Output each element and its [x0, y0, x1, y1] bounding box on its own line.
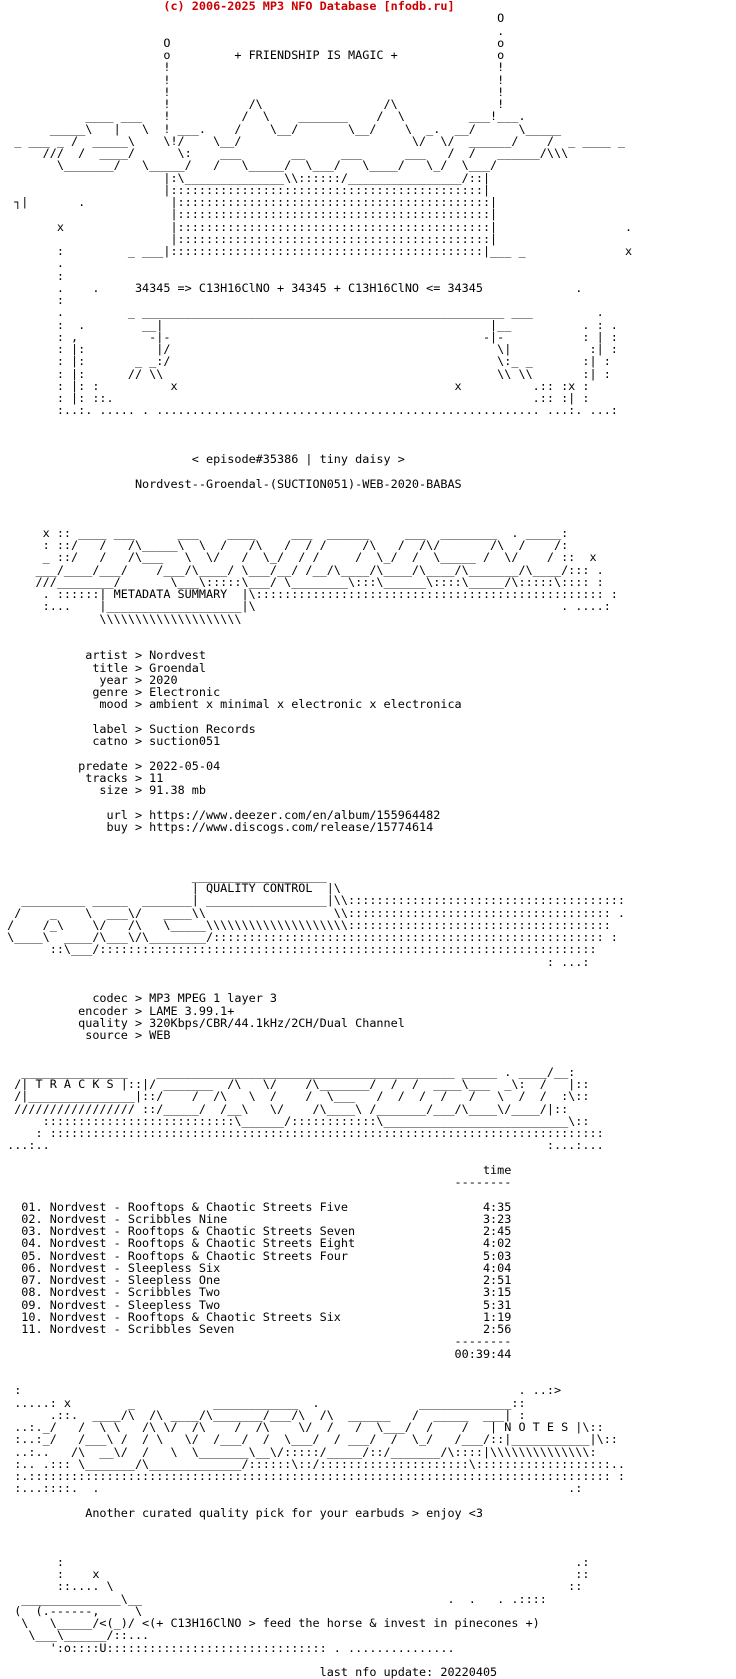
nfodb-header[interactable]: (c) 2006-2025 MP3 NFO Database [nfodb.ru] — [0, 0, 455, 13]
track-row: 05. Nordvest - Rooftops & Chaotic Streets Four 5:03 — [0, 1248, 512, 1263]
field-value: Groendal — [149, 660, 206, 675]
ascii-art-line: . _ ___________________________________________________ ___ . — [0, 305, 604, 320]
ascii-art-line: /|_______________|::/ / /\ \ / / \___ / / / / / \ / / :\:: — [0, 1089, 590, 1104]
metadata-row: size > 91.38 mb — [0, 783, 206, 797]
ascii-art-line: .::. ____/\ /\ ____/\_______/___/\ /\ ______ / _____ ___| : — [0, 1407, 526, 1422]
field-value: Suction Records — [149, 721, 256, 736]
ascii-art-line: |::::::::::::::::::::::::::::::::::::::::::::| — [0, 182, 491, 197]
ascii-art-line: :... |___________________|\ . ....: — [0, 599, 611, 614]
field-value: Electronic — [149, 685, 221, 699]
quality-row: quality > 320Kbps/CBR/44.1kHz/2CH/Dual Channel — [0, 1015, 405, 1030]
field-label: mood — [0, 697, 128, 712]
track-row: 02. Nordvest - Scribbles Nine 3:23 — [0, 1211, 512, 1226]
ascii-art-line: _ ::/ / /\___ \ \/ / \_/ / / / \_/ / \_____ / \/ / :: x — [0, 550, 597, 565]
metadata-row: tracks > 11 — [0, 770, 164, 785]
field-label: predate — [0, 758, 128, 773]
ascii-art-line: | QUALITY CONTROL |\ — [0, 881, 341, 895]
metadata-row: mood > ambient x minimal x electronic x electronica — [0, 697, 462, 712]
ascii-art-line: :::::::::::::::::::::::::::\______/::::::::::::\__________________________\:: — [0, 1113, 597, 1128]
quality-row: encoder > LAME 3.99.1+ — [0, 1003, 235, 1018]
field-label: label — [0, 721, 128, 736]
ascii-art-line: ___________________ — [0, 868, 327, 883]
ascii-art-line: : |: _ _:/ \:_ _ :| : — [0, 354, 611, 369]
ascii-art-line: : ::/ / /\_____\ \ / /\ / / / /\ / /\/ /\ / /: — [0, 538, 569, 552]
field-value: 2020 — [149, 672, 178, 687]
metadata-list — [0, 649, 736, 833]
track-row: 01. Nordvest - Rooftops & Chaotic Streets Five 4:35 — [0, 1199, 512, 1214]
footer-art — [0, 1556, 736, 1654]
ascii-art-line: : |: |/ \| :| : — [0, 342, 618, 356]
field-label: size — [0, 783, 128, 797]
ascii-art-line: ':o::::U::::::::::::::::::::::::::::::: . ............... — [0, 1640, 455, 1655]
track-row: 09. Nordvest - Sleepless Two 5:31 — [0, 1297, 512, 1312]
time-rule: -------- — [0, 1175, 512, 1189]
ascii-art-line: ! /\ /\ ! — [0, 97, 505, 111]
ascii-art-line: O o — [0, 35, 505, 50]
field-label: tracks — [0, 770, 128, 785]
track-row: 03. Nordvest - Rooftops & Chaotic Streets Seven 2:45 — [0, 1224, 512, 1238]
ascii-art-line: ! ! — [0, 84, 505, 99]
ascii-art-line: |::::::::::::::::::::::::::::::::::::::::::::| — [0, 231, 498, 246]
tracklist — [0, 1164, 736, 1360]
ascii-art-line: \\\\\\\\\\\\\\\\\\\\ — [0, 611, 242, 626]
episode-line: < episode#35386 | tiny daisy > — [0, 452, 405, 467]
quality-row: source > WEB — [0, 1028, 171, 1042]
track-row: 04. Nordvest - Rooftops & Chaotic Streets Eight 4:02 — [0, 1236, 512, 1251]
metadata-row: catno > suction051 — [0, 734, 221, 748]
release-name: Nordvest--Groendal-(SUCTION051)-WEB-2020-BABAS — [0, 476, 462, 491]
ascii-art-line: ! ! — [0, 60, 505, 75]
ascii-art-line: \ \_____/<(_)/ <(+ C13H16ClNO > feed the horse & invest in pinecones +) — [0, 1616, 540, 1630]
field-link[interactable]: https://www.discogs.com/release/15774614 — [149, 819, 434, 834]
ascii-art-line: |:\______________\\::::::/________________/::| — [0, 170, 491, 185]
quality-list — [0, 992, 736, 1041]
field-value: WEB — [149, 1028, 171, 1042]
ascii-art-line: |::::::::::::::::::::::::::::::::::::::::::::| — [0, 207, 498, 222]
ascii-art-line: ____ ___ ! / \ _______ / \ ___!___. — [0, 109, 526, 124]
metadata-row: predate > 2022-05-04 — [0, 758, 221, 773]
ascii-art-line: O — [0, 11, 505, 26]
ascii-art-line: _______________ __________________________________________ _____ . ____/__: — [0, 1064, 576, 1079]
ascii-art-line: \___\______/::... — [0, 1628, 150, 1643]
ascii-art-line: : .: — [0, 1554, 590, 1569]
friendship-banner-art — [0, 12, 736, 416]
ascii-art-line: x :: ____ ___ ___ ____ ___ ______ ___ ________ . _____: — [0, 525, 569, 540]
field-label: year — [0, 672, 128, 687]
ascii-art-line: : . __| |__ . : . — [0, 317, 618, 332]
field-label: title — [0, 660, 128, 675]
ascii-art-line: : |: : x x .:: :x : — [0, 378, 590, 393]
last-update: last nfo update: 20220405 — [0, 1665, 498, 1679]
ascii-art-line: ...:.. :...:... — [0, 1138, 604, 1153]
field-value: ambient x minimal x electronic x electronica — [149, 697, 462, 712]
ascii-art-line: /// / ____/ \: ___ __ ___ ___ / / ______/\\\ — [0, 146, 569, 160]
metadata-row: year > 2020 — [0, 672, 178, 687]
time-header: time — [0, 1162, 512, 1177]
metadata-row: label > Suction Records — [0, 721, 256, 736]
ascii-art-line: ! ! — [0, 72, 505, 87]
total-rule: -------- — [0, 1334, 512, 1349]
ascii-art-line: _____\ | \ ! ___. / \__/ \__/ \ _. __/ \_____ — [0, 121, 562, 136]
ascii-art-line: :.. .::: \_______/\_____________/::::::\::/:::::::::::::::::::::\:::::::::::::::::::.. — [0, 1456, 626, 1471]
track-row: 10. Nordvest - Rooftops & Chaotic Streets Six 1:19 — [0, 1309, 512, 1324]
tracks-banner-art — [0, 1066, 736, 1152]
field-value: LAME 3.99.1+ — [149, 1003, 235, 1018]
ascii-art-line: _________ _____ _______| _________________|\\::::::::::::::::::::::::::::::::::::::: — [0, 893, 626, 908]
field-label: codec — [0, 991, 128, 1006]
ascii-art-line: . — [0, 23, 505, 38]
ascii-art-line: : _ ___|::::::::::::::::::::::::::::::::::::::::::::|___ _ x — [0, 244, 633, 258]
ascii-art-line: / _ \ ___\/ ____\\ \\::::::::::::::::::::::::::::::::::::: . — [0, 905, 626, 920]
ascii-art-line: ______________\__ . . . .:::: — [0, 1591, 547, 1606]
ascii-art-line: . ::::::| METADATA SUMMARY |\::::::::::::::::::::::::::::::::::::::::::::::::: : — [0, 587, 618, 601]
ascii-art-line: :.:::::::::::::::::::::::::::::::::::::::::::::::::::::::::::::::::::::::::::::::::: : — [0, 1469, 626, 1483]
field-label: encoder — [0, 1003, 128, 1018]
ascii-art-line: ..:.. /\ __\/ / \ \_______\__\/:::::/_____/::/_______/\::::|\\\\\\\\\\\\\\: — [0, 1444, 597, 1459]
total-time: 00:39:44 — [0, 1346, 512, 1361]
field-label: catno — [0, 734, 128, 748]
field-value: suction051 — [149, 734, 221, 748]
quality-row: codec > MP3 MPEG 1 layer 3 — [0, 991, 277, 1006]
field-value: 2022-05-04 — [149, 758, 221, 773]
ascii-art-line: \_______/ \_____/ / \_____/ \___/ \____/ \_/ \___/ — [0, 158, 498, 173]
quality-banner-art — [0, 870, 736, 968]
ascii-art-line: ::.... \ :: — [0, 1579, 583, 1594]
ascii-art-line: : |: ::. .:: :| : — [0, 391, 590, 405]
metadata-row: buy > https://www.discogs.com/release/15774614 — [0, 819, 434, 834]
metadata-row: genre > Electronic — [0, 685, 221, 699]
ascii-art-line: ///________/ \___\:::::\___/ \________\:::\______\::::\_____/\:::::\:::: : — [0, 574, 604, 589]
ascii-art-line: o + FRIENDSHIP IS MAGIC + o — [0, 48, 505, 62]
ascii-art-line: ::\___/:::::::::::::::::::::::::::::::::::::::::::::::::::::::::::::::::::::: — [0, 942, 597, 957]
field-label: quality — [0, 1015, 128, 1030]
field-value: 91.38 mb — [149, 783, 206, 797]
track-row: 11. Nordvest - Scribbles Seven 2:56 — [0, 1322, 512, 1336]
ascii-art-line: : |: // \\ \\ \\ :| : — [0, 366, 611, 381]
ascii-art-line: : — [0, 293, 64, 307]
ascii-art-line: x |::::::::::::::::::::::::::::::::::::::::::::| . — [0, 219, 633, 234]
ascii-art-line: _ ___ _ / _____\ \!/ \__/ \/ \/ ______/ / _ ____ _ — [0, 133, 626, 148]
ascii-art-line: ┐| . |::::::::::::::::::::::::::::::::::::::::::::| — [0, 195, 498, 209]
notes-banner-art — [0, 1384, 736, 1494]
field-label: source — [0, 1028, 128, 1042]
ascii-art-line: . — [0, 256, 64, 271]
track-row: 08. Nordvest - Scribbles Two 3:15 — [0, 1285, 512, 1300]
metadata-row: artist > Nordvest — [0, 648, 206, 663]
ascii-art-line: \____\ ____/\___\/\________/::::::::::::::::::::::::::::::::::::::::::::::::::::::: : — [0, 930, 618, 944]
track-row: 06. Nordvest - Sleepless Six 4:04 — [0, 1260, 512, 1275]
ascii-art-line: : ...: — [0, 954, 590, 969]
track-row: 07. Nordvest - Sleepless One 2:51 — [0, 1273, 512, 1287]
ascii-art-line: : — [0, 268, 64, 283]
ascii-art-line: :...::::. . .: — [0, 1481, 583, 1496]
ascii-art-line: /| T R A C K S |::|/ _______ /\ \/ /\_______/ / / ____\___ _\: / |:: — [0, 1077, 590, 1091]
notes-text: Another curated quality pick for your earbuds > enjoy <3 — [0, 1505, 483, 1520]
ascii-art-line: ___/____/___/ /___/\____/ \___/__/ /__/\____/\____/\____/\_______/\____/::: . — [0, 562, 604, 577]
field-label: buy — [0, 819, 128, 834]
field-value: 11 — [149, 770, 164, 785]
ascii-art-line: ..:._/ / \ \ /\ \/ /\ / /\ \/ / / \___/ / / | N O T E S |\:: — [0, 1420, 604, 1434]
field-label: artist — [0, 648, 128, 663]
field-label: genre — [0, 685, 128, 699]
ascii-art-line: ///////////////// ::/_____/ /__\ \/ /\____\ /_______/___/\____\/____/|:: — [0, 1101, 569, 1116]
ascii-art-line: : . ..:> — [0, 1383, 562, 1398]
field-link[interactable]: https://www.deezer.com/en/album/155964482 — [149, 807, 441, 822]
ascii-art-line: / /_\ \/ /\ \_____\\\\\\\\\\\\\\\\\\\\::::::::::::::::::::::::::::::::::::: — [0, 917, 611, 932]
field-label: url — [0, 807, 128, 822]
ascii-art-line: :..:. ..... . ...................................................... ...:. ...: — [0, 403, 618, 418]
ascii-art-line: ( (.------, \ — [0, 1603, 143, 1618]
ascii-art-line: .....: x _ ____________ . _____________:: — [0, 1395, 526, 1410]
ascii-art-line: : , -|- -|- : | : — [0, 329, 618, 344]
metadata-row: title > Groendal — [0, 660, 206, 675]
field-value: MP3 MPEG 1 layer 3 — [149, 991, 277, 1006]
ascii-art-line: . . 34345 => C13H16ClNO + 34345 + C13H16ClNO <= 34345 . — [0, 280, 583, 295]
ascii-art-line: :..:_/ /___\ / / \ \/ /___/ / \___/ / ___/ / \_/ /___/::|___________|\:: — [0, 1432, 618, 1447]
ascii-art-line: : x :: — [0, 1567, 590, 1581]
metadata-row: url > https://www.deezer.com/en/album/155964482 — [0, 807, 441, 822]
ascii-art-line: : :::::::::::::::::::::::::::::::::::::::::::::::::::::::::::::::::::::::::::::: — [0, 1126, 604, 1140]
metadata-banner-art — [0, 527, 736, 625]
field-value: Nordvest — [149, 648, 206, 663]
field-value: 320Kbps/CBR/44.1kHz/2CH/Dual Channel — [149, 1015, 405, 1030]
